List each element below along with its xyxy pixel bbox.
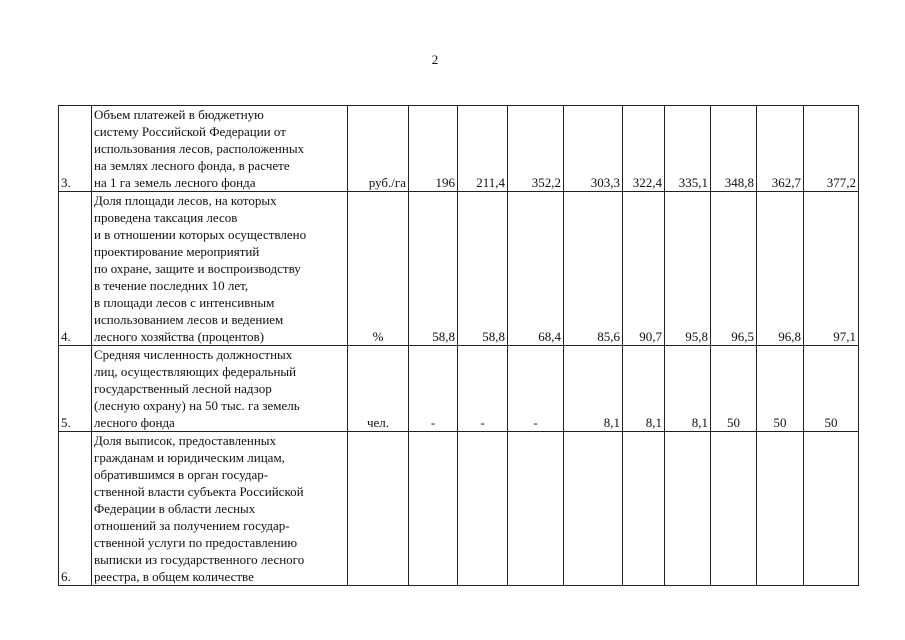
- value-cell: 322,4: [623, 106, 665, 192]
- value-cell: -: [409, 346, 458, 432]
- value-cell: 211,4: [458, 106, 508, 192]
- row-description: Объем платежей в бюджетную систему Российской Федерации от использования лесов, расположенных на землях лесного фонда, в расчете на 1 га земель лесного фонда: [92, 106, 348, 192]
- row-unit: руб./га: [348, 106, 409, 192]
- value-cell: [757, 432, 804, 586]
- value-cell: [458, 432, 508, 586]
- value-cell: 96,8: [757, 192, 804, 346]
- value-cell: 90,7: [623, 192, 665, 346]
- table-row: [59, 192, 859, 346]
- value-cell: 8,1: [665, 346, 711, 432]
- row-unit: %: [348, 192, 409, 346]
- value-cell: 377,2: [804, 106, 859, 192]
- value-cell: 352,2: [508, 106, 564, 192]
- value-cell: [711, 432, 757, 586]
- row-unit: [348, 432, 409, 586]
- value-cell: [623, 432, 665, 586]
- value-cell: 50: [804, 346, 859, 432]
- value-cell: 95,8: [665, 192, 711, 346]
- row-description: Доля выписок, предоставленных гражданам и юридическим лицам, обратившимся в орган государ- ственной власти субъекта Российской Федерации в области лесных отношений за получением государ- ственной услуги по предоставлению выписки из государственного лесного реестра, в общем количестве: [92, 432, 348, 586]
- value-cell: 50: [711, 346, 757, 432]
- value-cell: 58,8: [409, 192, 458, 346]
- value-cell: 196: [409, 106, 458, 192]
- row-unit: чел.: [348, 346, 409, 432]
- row-number: 5.: [59, 346, 92, 432]
- value-cell: [564, 432, 623, 586]
- value-cell: 348,8: [711, 106, 757, 192]
- value-cell: 58,8: [458, 192, 508, 346]
- value-cell: -: [458, 346, 508, 432]
- row-description: Средняя численность должностных лиц, осуществляющих федеральный государственный лесной надзор (лесную охрану) на 50 тыс. га земель лесного фонда: [92, 346, 348, 432]
- table-row: [59, 432, 859, 586]
- row-description: Доля площади лесов, на которых проведена таксация лесов и в отношении которых осуществлено проектирование мероприятий по охране, защите и воспроизводству в течение последних 10 лет, в площади лесов с интенсивным использованием лесов и ведением лесного хозяйства (процентов): [92, 192, 348, 346]
- value-cell: 335,1: [665, 106, 711, 192]
- table-row: [59, 106, 859, 192]
- row-number: 3.: [59, 106, 92, 192]
- value-cell: 8,1: [564, 346, 623, 432]
- value-cell: 303,3: [564, 106, 623, 192]
- value-cell: [804, 432, 859, 586]
- value-cell: -: [508, 346, 564, 432]
- value-cell: 362,7: [757, 106, 804, 192]
- value-cell: 96,5: [711, 192, 757, 346]
- value-cell: 50: [757, 346, 804, 432]
- value-cell: [409, 432, 458, 586]
- value-cell: 85,6: [564, 192, 623, 346]
- table-row: [59, 346, 859, 432]
- row-number: 6.: [59, 432, 92, 586]
- indicators-table: [58, 105, 859, 586]
- value-cell: 8,1: [623, 346, 665, 432]
- page-number: 2: [431, 52, 439, 67]
- value-cell: 97,1: [804, 192, 859, 346]
- row-number: 4.: [59, 192, 92, 346]
- value-cell: 68,4: [508, 192, 564, 346]
- value-cell: [508, 432, 564, 586]
- value-cell: [665, 432, 711, 586]
